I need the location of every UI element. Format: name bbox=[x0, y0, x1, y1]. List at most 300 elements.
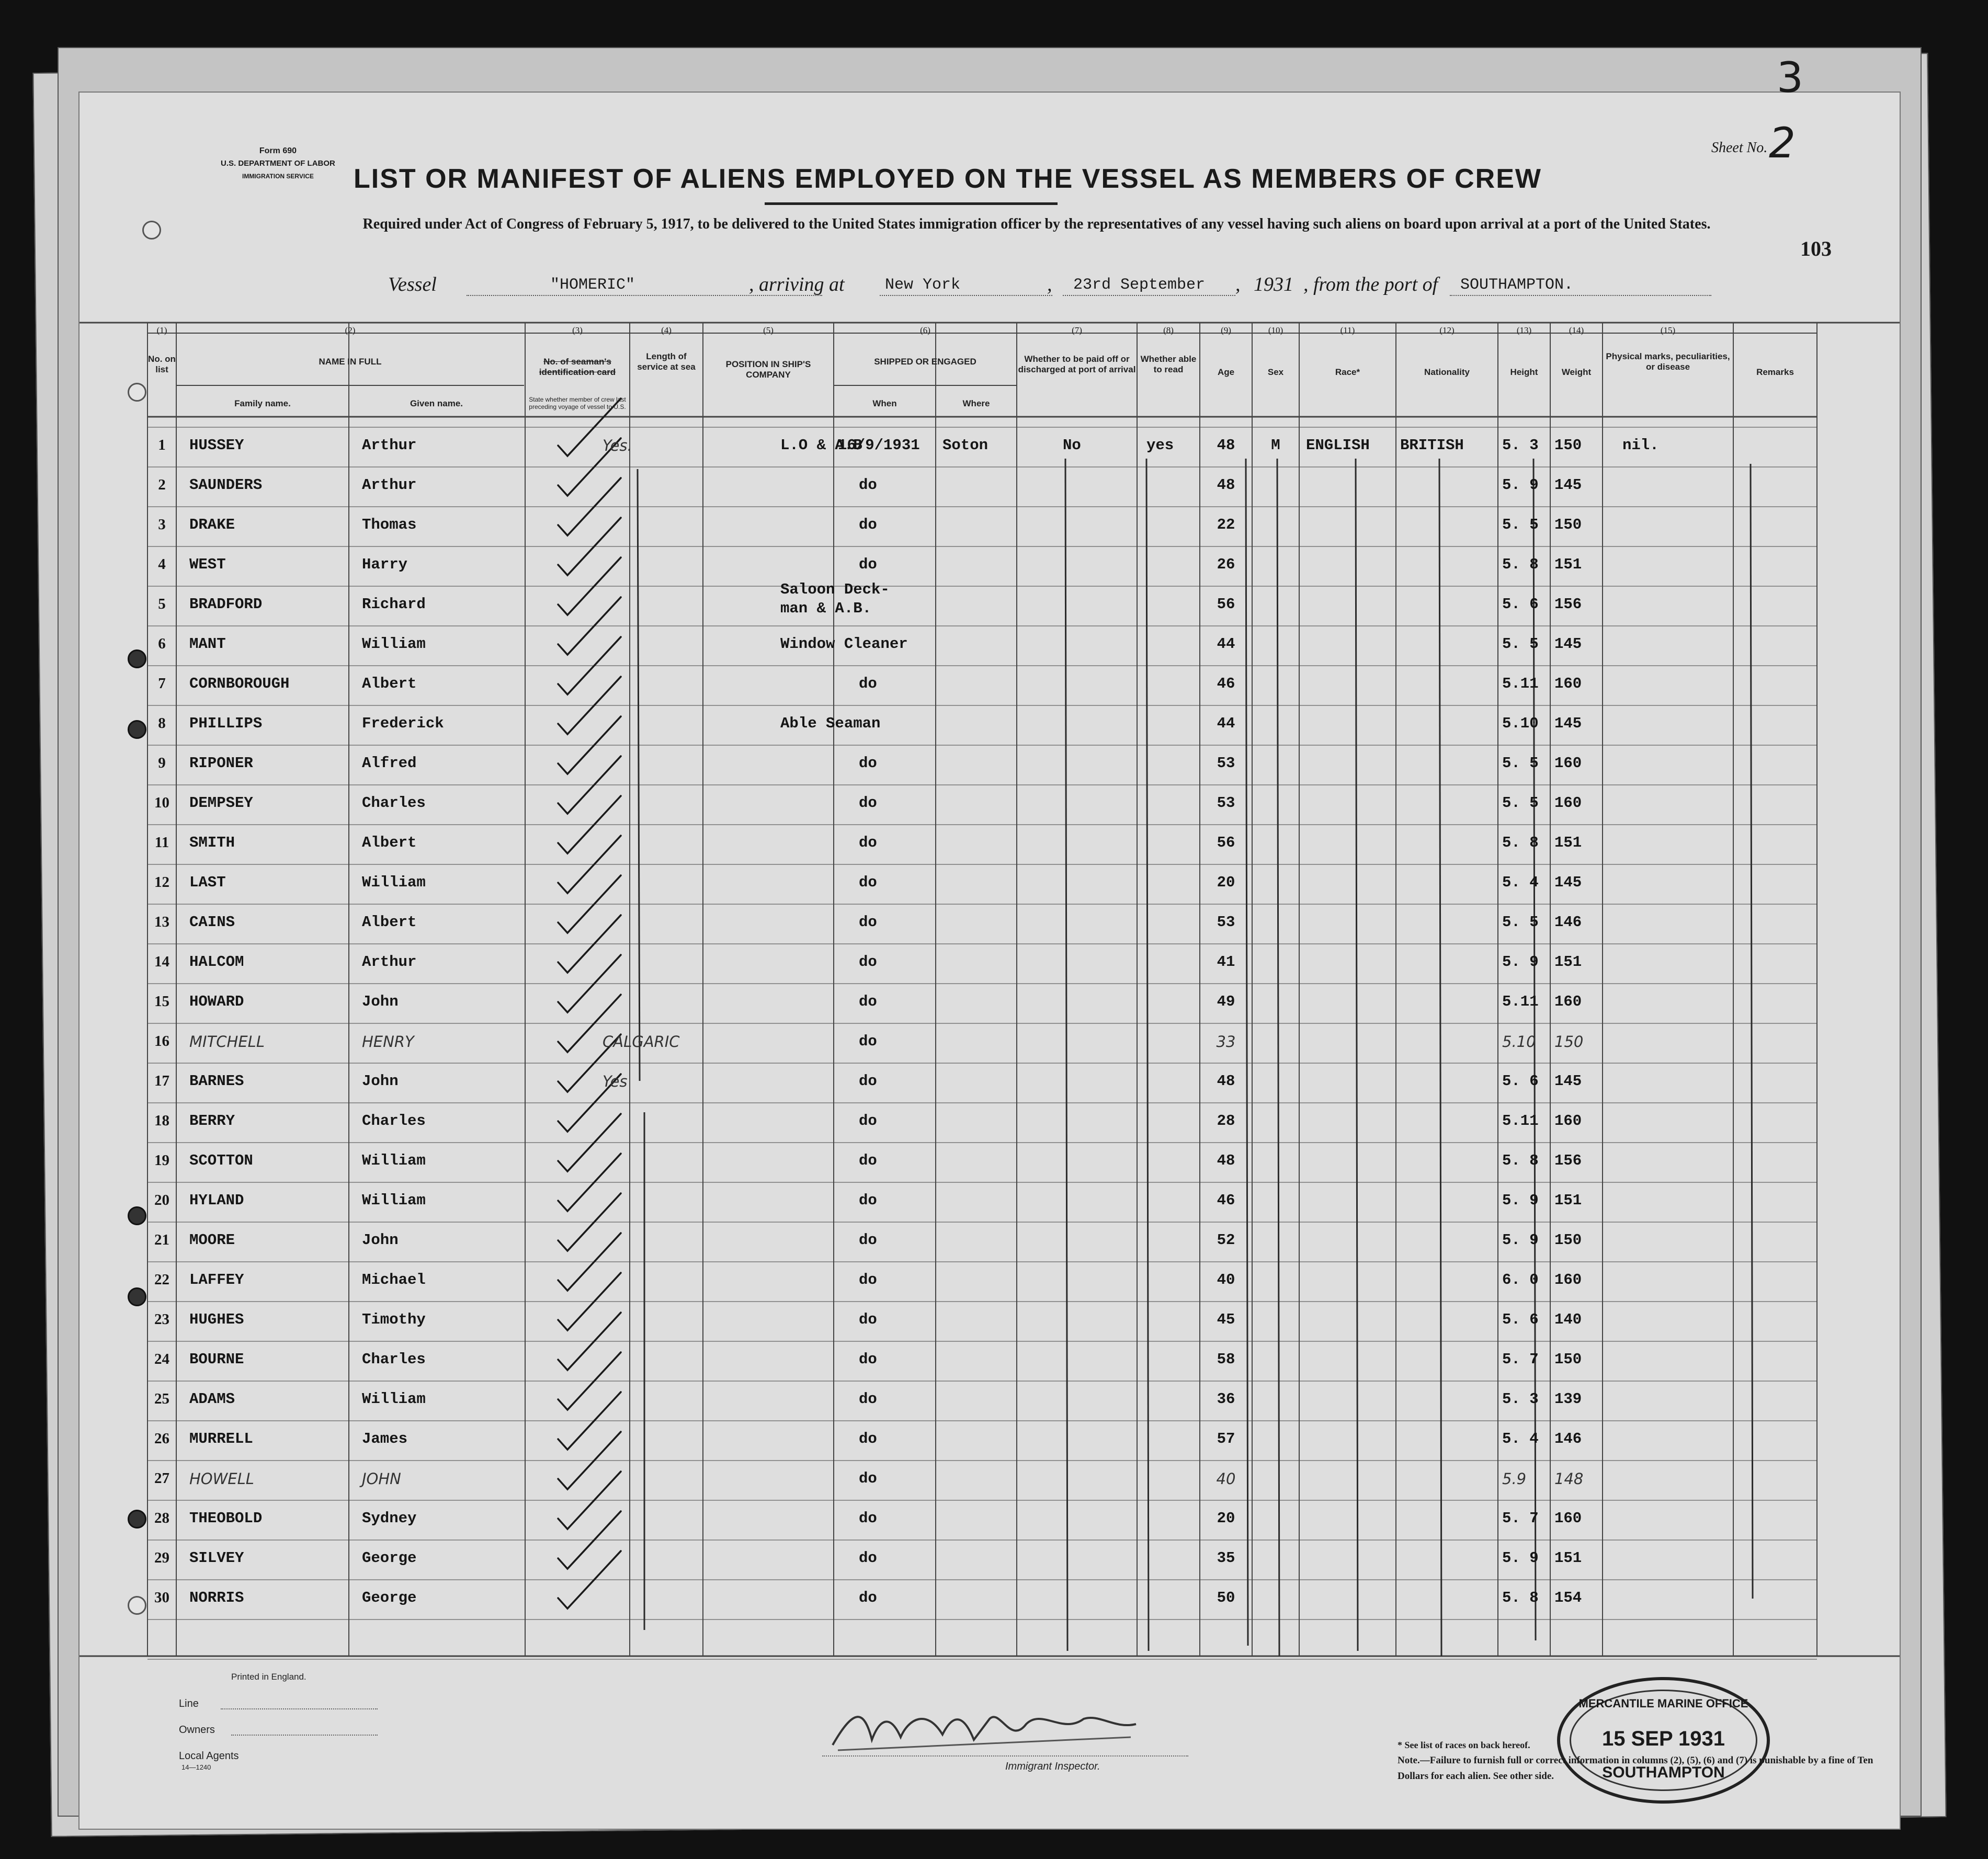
cell-height: 5.11 bbox=[1502, 1112, 1539, 1130]
cell-position: L.O & A.B bbox=[780, 437, 862, 454]
cell-age: 52 bbox=[1217, 1231, 1235, 1249]
cell-height: 5. 6 bbox=[1502, 596, 1539, 613]
cell-position: do bbox=[859, 516, 877, 533]
cell-no: 16 bbox=[154, 1033, 169, 1050]
cell-position: do bbox=[859, 1430, 877, 1447]
service: IMMIGRATION SERVICE bbox=[242, 173, 314, 180]
cell-position: do bbox=[859, 1470, 877, 1487]
cell-position: Able Seaman bbox=[780, 715, 881, 732]
cell-paid: No bbox=[1063, 437, 1081, 454]
cell-weight: 146 bbox=[1554, 914, 1582, 931]
cell-position: do bbox=[859, 1390, 877, 1408]
header-where: Where bbox=[962, 398, 990, 408]
column-number: (9) bbox=[1221, 325, 1231, 335]
punch-hole bbox=[128, 720, 146, 739]
cell-age: 41 bbox=[1217, 953, 1235, 971]
cell-no: 2 bbox=[158, 476, 166, 493]
cell-given: Thomas bbox=[362, 516, 417, 533]
cell-given: George bbox=[362, 1589, 417, 1606]
cell-prev: Yes bbox=[603, 1073, 628, 1090]
cell-no: 13 bbox=[154, 914, 169, 930]
cell-age: 46 bbox=[1217, 1192, 1235, 1209]
cell-family: THEOBOLD bbox=[189, 1510, 263, 1527]
cell-height: 5. 3 bbox=[1502, 1390, 1539, 1408]
cell-given: Richard bbox=[362, 596, 426, 613]
cell-no: 6 bbox=[158, 635, 166, 652]
cell-weight: 145 bbox=[1554, 635, 1582, 653]
form-code: 14—1240 bbox=[181, 1763, 211, 1771]
cell-family: BOURNE bbox=[189, 1351, 244, 1368]
cell-no: 28 bbox=[154, 1510, 169, 1526]
department: U.S. DEPARTMENT OF LABOR bbox=[221, 159, 335, 168]
cell-weight: 156 bbox=[1554, 596, 1582, 613]
header-height: Height bbox=[1510, 367, 1538, 377]
cell-age: 48 bbox=[1217, 437, 1235, 454]
cell-given: Albert bbox=[362, 834, 417, 851]
header-race: Race* bbox=[1335, 367, 1360, 377]
cell-family: HALCOM bbox=[189, 953, 244, 971]
cell-no: 30 bbox=[154, 1589, 169, 1606]
cell-sex: M bbox=[1271, 437, 1280, 454]
cell-weight: 151 bbox=[1554, 1549, 1582, 1567]
cell-race: ENGLISH bbox=[1306, 437, 1370, 454]
cell-weight: 150 bbox=[1554, 1033, 1584, 1051]
cell-given: William bbox=[362, 1192, 426, 1209]
punch-hole bbox=[128, 1510, 146, 1529]
cell-family: PHILLIPS bbox=[189, 715, 263, 732]
owners-field bbox=[231, 1735, 378, 1736]
cell-position: do bbox=[859, 953, 877, 971]
cell-when: 16/9/1931 bbox=[838, 437, 920, 454]
column-number: (5) bbox=[763, 325, 774, 335]
column-number: (12) bbox=[1439, 325, 1455, 335]
cell-no: 3 bbox=[158, 516, 166, 533]
arriving-label: , arriving at bbox=[749, 273, 845, 295]
cell-age: 46 bbox=[1217, 675, 1235, 692]
cell-weight: 151 bbox=[1554, 556, 1582, 573]
cell-weight: 160 bbox=[1554, 755, 1582, 772]
cell-height: 5. 4 bbox=[1502, 1430, 1539, 1447]
arrival-port: New York bbox=[885, 276, 961, 294]
arrival-year: 1931 bbox=[1254, 273, 1293, 295]
cell-given: John bbox=[362, 1231, 399, 1249]
cell-age: 49 bbox=[1217, 993, 1235, 1010]
column-number: (2) bbox=[345, 325, 356, 335]
cell-family: WEST bbox=[189, 556, 226, 573]
cell-age: 56 bbox=[1217, 596, 1235, 613]
cell-given: Charles bbox=[362, 1351, 426, 1368]
mercantile-marine-stamp bbox=[1557, 1677, 1770, 1804]
header-able-read: Whether able to read bbox=[1140, 354, 1197, 374]
cell-no: 15 bbox=[154, 993, 169, 1010]
punch-hole bbox=[128, 1206, 146, 1225]
cell-position: do bbox=[859, 1510, 877, 1527]
cell-weight: 160 bbox=[1554, 675, 1582, 692]
header-sex: Sex bbox=[1267, 367, 1284, 377]
cell-position: do bbox=[859, 556, 877, 573]
header-given-name: Given name. bbox=[410, 398, 463, 408]
cell-family: SAUNDERS bbox=[189, 476, 263, 494]
cell-family: MURRELL bbox=[189, 1430, 253, 1447]
cell-given: Michael bbox=[362, 1271, 426, 1288]
cell-family: SMITH bbox=[189, 834, 235, 851]
cell-weight: 151 bbox=[1554, 1192, 1582, 1209]
cell-no: 4 bbox=[158, 556, 166, 573]
cell-position: Saloon Deck- bbox=[780, 581, 890, 598]
cell-age: 28 bbox=[1217, 1112, 1235, 1130]
cell-height: 5. 5 bbox=[1502, 755, 1539, 772]
cell-age: 50 bbox=[1217, 1589, 1235, 1606]
cell-height: 5. 6 bbox=[1502, 1073, 1539, 1090]
cell-height: 5. 5 bbox=[1502, 794, 1539, 812]
header-physical: Physical marks, peculiarities, or disease bbox=[1606, 351, 1730, 372]
stamp-date: 15 SEP 1931 bbox=[1601, 1727, 1725, 1750]
cell-height: 5. 7 bbox=[1502, 1510, 1539, 1527]
cell-position: do bbox=[859, 914, 877, 931]
cell-no: 8 bbox=[158, 715, 166, 732]
cell-position: do bbox=[859, 1549, 877, 1567]
cell-weight: 148 bbox=[1554, 1470, 1584, 1488]
cell-family: SCOTTON bbox=[189, 1152, 253, 1169]
header-paid-off: Whether to be paid off or discharged at port of arrival bbox=[1018, 354, 1136, 374]
cell-height: 5.10 bbox=[1502, 715, 1539, 732]
cell-weight: 151 bbox=[1554, 834, 1582, 851]
cell-height: 5. 8 bbox=[1502, 1589, 1539, 1606]
cell-given: Arthur bbox=[362, 953, 417, 971]
cell-position: do bbox=[859, 834, 877, 851]
inspector-signature bbox=[822, 1687, 1146, 1771]
cell-height: 5. 8 bbox=[1502, 834, 1539, 851]
column-number: (13) bbox=[1516, 325, 1532, 335]
cell-height: 5.11 bbox=[1502, 993, 1539, 1010]
column-number: (10) bbox=[1268, 325, 1283, 335]
column-number: (11) bbox=[1340, 325, 1355, 335]
punch-hole bbox=[128, 383, 146, 402]
cell-position: do bbox=[859, 1073, 877, 1090]
cell-given: George bbox=[362, 1549, 417, 1567]
cell-age: 33 bbox=[1216, 1033, 1236, 1051]
cell-height: 5. 8 bbox=[1502, 556, 1539, 573]
cell-given: Timothy bbox=[362, 1311, 426, 1328]
cell-age: 45 bbox=[1217, 1311, 1235, 1328]
cell-no: 14 bbox=[154, 953, 169, 970]
cell-given: JOHN bbox=[362, 1470, 401, 1488]
cell-no: 26 bbox=[154, 1430, 169, 1447]
cell-family: RIPONER bbox=[189, 755, 253, 772]
header-weight: Weight bbox=[1561, 367, 1592, 377]
cell-no: 20 bbox=[154, 1192, 169, 1208]
cell-height: 5. 9 bbox=[1502, 953, 1539, 971]
cell-family: BERRY bbox=[189, 1112, 235, 1130]
punch-hole bbox=[128, 1287, 146, 1306]
cell-no: 24 bbox=[154, 1351, 169, 1367]
header-shipped: SHIPPED OR ENGAGED bbox=[874, 357, 976, 367]
cell-weight: 145 bbox=[1554, 1073, 1582, 1090]
punch-hole bbox=[142, 221, 161, 239]
cell-given: Frederick bbox=[362, 715, 444, 732]
corner-number: 3 bbox=[1777, 53, 1803, 102]
cell-height: 5. 4 bbox=[1502, 874, 1539, 891]
cell-read: yes bbox=[1146, 437, 1174, 454]
cell-no: 29 bbox=[154, 1549, 169, 1566]
header-remarks: Remarks bbox=[1756, 367, 1794, 377]
cell-height: 5. 5 bbox=[1502, 516, 1539, 533]
cell-age: 58 bbox=[1217, 1351, 1235, 1368]
header-when: When bbox=[872, 398, 897, 408]
cell-no: 23 bbox=[154, 1311, 169, 1328]
cell-no: 25 bbox=[154, 1390, 169, 1407]
cell-position: do bbox=[859, 1231, 877, 1249]
arrival-date: 23rd September bbox=[1073, 276, 1206, 294]
cell-given: James bbox=[362, 1430, 408, 1447]
cell-given: William bbox=[362, 874, 426, 891]
cell-family: HOWARD bbox=[189, 993, 244, 1010]
cell-age: 48 bbox=[1217, 1152, 1235, 1169]
cell-weight: 146 bbox=[1554, 1430, 1582, 1447]
column-number: (15) bbox=[1660, 325, 1676, 335]
cell-age: 53 bbox=[1217, 755, 1235, 772]
cell-family: BRADFORD bbox=[189, 596, 263, 613]
cell-position: do bbox=[859, 1192, 877, 1209]
cell-age: 20 bbox=[1217, 1510, 1235, 1527]
cell-age: 56 bbox=[1217, 834, 1235, 851]
header-name-in-full: NAME IN FULL bbox=[319, 357, 382, 367]
cell-weight: 156 bbox=[1554, 1152, 1582, 1169]
cell-family: HYLAND bbox=[189, 1192, 244, 1209]
cell-age: 40 bbox=[1217, 1271, 1235, 1288]
cell-position: do bbox=[859, 993, 877, 1010]
cell-no: 19 bbox=[154, 1152, 169, 1169]
cell-age: 44 bbox=[1217, 715, 1235, 732]
header-id-card-note: State whether member of crew last preceding voyage of vessel to U.S. bbox=[529, 396, 626, 410]
cell-age: 22 bbox=[1217, 516, 1235, 533]
header-id-card: No. of seaman's identification card bbox=[539, 357, 616, 377]
cell-age: 48 bbox=[1217, 476, 1235, 494]
cell-given: Charles bbox=[362, 794, 426, 812]
column-number: (3) bbox=[572, 325, 583, 335]
punch-hole bbox=[128, 649, 146, 668]
cell-no: 17 bbox=[154, 1073, 169, 1089]
cell-height: 5. 5 bbox=[1502, 635, 1539, 653]
owners-label: Owners bbox=[179, 1724, 215, 1736]
cell-given: William bbox=[362, 1152, 426, 1169]
header-no-on-list: No. on list bbox=[148, 354, 176, 374]
header-nationality: Nationality bbox=[1424, 367, 1470, 377]
cell-no: 7 bbox=[158, 675, 166, 692]
cell-weight: 160 bbox=[1554, 1510, 1582, 1527]
inspector-label: Immigrant Inspector. bbox=[1005, 1761, 1100, 1772]
cell-given: Charles bbox=[362, 1112, 426, 1130]
cell-weight: 145 bbox=[1554, 476, 1582, 494]
page-number: 103 bbox=[1800, 237, 1832, 260]
cell-family: LAFFEY bbox=[189, 1271, 244, 1288]
cell-given: John bbox=[362, 1073, 399, 1090]
cell-height: 5. 7 bbox=[1502, 1351, 1539, 1368]
cell-height: 6. 0 bbox=[1502, 1271, 1539, 1288]
cell-height: 5.10 bbox=[1502, 1033, 1536, 1051]
cell-position: do bbox=[859, 1589, 877, 1606]
cell-family: NORRIS bbox=[189, 1589, 244, 1606]
subtitle: Required under Act of Congress of February 5, 1917, to be delivered to the United States immigration officer by the representatives of any vessel having such aliens on board upon arrival at a port of the United States. bbox=[362, 216, 1711, 232]
cell-given: Alfred bbox=[362, 755, 417, 772]
vessel-label: Vessel bbox=[388, 273, 437, 295]
printed-in-england: Printed in England. bbox=[231, 1672, 306, 1682]
cell-height: 5. 9 bbox=[1502, 476, 1539, 494]
cell-family: DEMPSEY bbox=[189, 794, 253, 812]
cell-weight: 154 bbox=[1554, 1589, 1582, 1606]
cell-height: 5. 3 bbox=[1502, 437, 1539, 454]
punch-hole bbox=[128, 1596, 146, 1615]
cell-given: William bbox=[362, 635, 426, 653]
cell-given: HENRY bbox=[362, 1033, 414, 1051]
cell-position: do bbox=[859, 1152, 877, 1169]
cell-weight: 145 bbox=[1554, 874, 1582, 891]
cell-age: 35 bbox=[1217, 1549, 1235, 1567]
cell-family: CORNBOROUGH bbox=[189, 675, 290, 692]
cell-family: BARNES bbox=[189, 1073, 244, 1090]
sheet-label: Sheet No. bbox=[1711, 140, 1768, 156]
cell-height: 5. 5 bbox=[1502, 914, 1539, 931]
cell-family: MANT bbox=[189, 635, 226, 653]
cell-age: 26 bbox=[1217, 556, 1235, 573]
column-number: (4) bbox=[661, 325, 672, 335]
cell-weight: 160 bbox=[1554, 1271, 1582, 1288]
cell-position: do bbox=[859, 675, 877, 692]
cell-weight: 145 bbox=[1554, 715, 1582, 732]
stamp-top: MERCANTILE MARINE OFFICE bbox=[1578, 1697, 1748, 1710]
cell-weight: 150 bbox=[1554, 516, 1582, 533]
cell-prev: CALGARIC bbox=[603, 1033, 680, 1051]
cell-weight: 140 bbox=[1554, 1311, 1582, 1328]
cell-height: 5. 9 bbox=[1502, 1192, 1539, 1209]
cell-position: do bbox=[859, 874, 877, 891]
column-number: (8) bbox=[1163, 325, 1174, 335]
cell-family: CAINS bbox=[189, 914, 235, 931]
cell-age: 48 bbox=[1217, 1073, 1235, 1090]
cell-age: 36 bbox=[1217, 1390, 1235, 1408]
cell-prev: Yes. bbox=[603, 437, 632, 454]
from-label: , from the port of bbox=[1303, 273, 1438, 295]
cell-height: 5. 9 bbox=[1502, 1549, 1539, 1567]
stamp-bottom: SOUTHAMPTON bbox=[1602, 1764, 1725, 1781]
header-length-service: Length of service at sea bbox=[637, 351, 696, 372]
header-family-name: Family name. bbox=[234, 398, 291, 408]
inspector-line bbox=[822, 1755, 1188, 1757]
cell-weight: 160 bbox=[1554, 993, 1582, 1010]
cell-position: do bbox=[859, 1112, 877, 1130]
cell-family: MOORE bbox=[189, 1231, 235, 1249]
column-number: (1) bbox=[156, 325, 167, 335]
cell-weight: 160 bbox=[1554, 1112, 1582, 1130]
cell-age: 44 bbox=[1217, 635, 1235, 653]
page-title: LIST OR MANIFEST OF ALIENS EMPLOYED ON THE VESSEL AS MEMBERS OF CREW bbox=[354, 164, 1542, 194]
cell-weight: 160 bbox=[1554, 794, 1582, 812]
cell-position: do bbox=[859, 1351, 877, 1368]
cell-weight: 139 bbox=[1554, 1390, 1582, 1408]
cell-height: 5. 9 bbox=[1502, 1231, 1539, 1249]
cell-height: 5.11 bbox=[1502, 675, 1539, 692]
cell-weight: 150 bbox=[1554, 1351, 1582, 1368]
cell-given: Sydney bbox=[362, 1510, 417, 1527]
cell-position: Window Cleaner bbox=[780, 635, 908, 653]
cell-weight: 150 bbox=[1554, 1231, 1582, 1249]
cell-family: HUGHES bbox=[189, 1311, 244, 1328]
cell-age: 57 bbox=[1217, 1430, 1235, 1447]
cell-no: 1 bbox=[158, 437, 166, 453]
cell-family: HOWELL bbox=[189, 1470, 254, 1488]
cell-given: William bbox=[362, 1390, 426, 1408]
cell-no: 9 bbox=[158, 755, 166, 771]
cell-weight: 150 bbox=[1554, 437, 1582, 454]
cell-position: do bbox=[859, 1311, 877, 1328]
cell-family: DRAKE bbox=[189, 516, 235, 533]
line-label: Line bbox=[179, 1698, 199, 1709]
cell-position: do bbox=[859, 794, 877, 812]
cell-no: 5 bbox=[158, 596, 166, 612]
cell-position-line2: man & A.B. bbox=[780, 600, 872, 617]
cell-no: 27 bbox=[154, 1470, 169, 1487]
cell-no: 11 bbox=[154, 834, 169, 851]
cell-position: do bbox=[859, 755, 877, 772]
cell-given: Arthur bbox=[362, 476, 417, 494]
cell-position: do bbox=[859, 1033, 877, 1050]
cell-where: Soton bbox=[942, 437, 989, 454]
cell-height: 5.9 bbox=[1502, 1470, 1527, 1488]
cell-age: 53 bbox=[1217, 794, 1235, 812]
form-number: Form 690 bbox=[259, 146, 297, 155]
line-field bbox=[221, 1708, 378, 1709]
cell-nationality: BRITISH bbox=[1400, 437, 1464, 454]
header-age: Age bbox=[1217, 367, 1235, 377]
cell-marks: nil. bbox=[1622, 437, 1659, 454]
cell-no: 22 bbox=[154, 1271, 169, 1288]
cell-family: HUSSEY bbox=[189, 437, 244, 454]
cell-family: MITCHELL bbox=[189, 1033, 265, 1051]
cell-given: Arthur bbox=[362, 437, 417, 454]
cell-given: Harry bbox=[362, 556, 408, 573]
races-note: * See list of races on back hereof. bbox=[1398, 1740, 1530, 1750]
vessel-name: "HOMERIC" bbox=[550, 276, 635, 294]
column-number: (7) bbox=[1072, 325, 1082, 335]
cell-weight: 151 bbox=[1554, 953, 1582, 971]
column-number: (6) bbox=[920, 325, 930, 335]
cell-family: SILVEY bbox=[189, 1549, 244, 1567]
cell-no: 18 bbox=[154, 1112, 169, 1129]
cell-family: ADAMS bbox=[189, 1390, 235, 1408]
cell-height: 5. 8 bbox=[1502, 1152, 1539, 1169]
cell-age: 20 bbox=[1217, 874, 1235, 891]
cell-given: John bbox=[362, 993, 399, 1010]
cell-position: do bbox=[859, 1271, 877, 1288]
cell-given: Albert bbox=[362, 675, 417, 692]
cell-age: 53 bbox=[1217, 914, 1235, 931]
cell-age: 40 bbox=[1216, 1470, 1236, 1488]
column-number: (14) bbox=[1569, 325, 1584, 335]
manifest-page: Form 690 U.S. DEPARTMENT OF LABOR IMMIGRATION SERVICE 3 Sheet No. 2 LIST OR MANIFEST OF ALIENS EMPLOYED ON THE VESSEL AS MEMBERS OF CREW Required under Act of Congress of February 5, 1917, to be delivered to the United States immigration officer by the representatives of any vessel having such aliens on board upon arrival at a port of the United States. 103 Vessel "HOMERIC" , arriving at New York , 23rd September , 1931 , from the port of SOUTHAMPTON. No. on list NAME IN FULL Family name. Given name. No. of seaman's identification card State whether member of crew last preceding voyage of vessel to U.S. Length of service at sea POSITION IN SHIP'S COMPANY SHIPPED OR ENGAGED When Where Whether to be paid off or discharged at port of arrival Whether able to read Age Sex Race* Nationality Height Weight Physical marks, peculiarities, or disease Remarks (1) (2) (3) (4) (5) (6) (7) (8) (9) (10) (11) (12) (13) (14) (15) 1 HUSSEY Arthur Yes. L.O & A.B 16/9/1931 Soton No yes 48 M ENGLISH BRITISH 5. 3 150 nil. 2 SAUNDERS Arthur do 48 5. 9 145 3 DRAKE Thomas do 22 5. 5 150 4 WEST Harry do 26 5. 8 151 5 BRADFORD Richard Saloon Deck- 56 5. 6 156 man & A.B. 6 MANT William Window Cleaner 44 5. 5 145 7 CORNBOROUGH Albert do 46 5.11 160 8 PHILLIPS Frederick Able Seaman 44 5.10 145 9 RIPONER Alfred do 53 5. 5 160 10 DEMPSEY Charles do 53 5. 5 160 11 SMITH Albert do 56 5. 8 151 12 LAST William do 20 5. 4 145 13 CAINS Albert do 53 5. 5 146 14 HALCOM Arthur do 41 5. 9 151 15 HOWARD John do 49 5.11 160 16 MITCHELL HENRY CALGARIC do 33 5.10 150 17 BARNES John Yes do 48 5. 6 145 18 BERRY Charles do 28 5.11 160 19 SCOTTON William do 48 5. 8 156 20 HYLAND William do 46 5. 9 151 21 MOORE John do 52 5. 9 150 22 LAFFEY Michael do 40 6. 0 160 23 HUGHES Timothy do 45 5. 6 140 24 BOURNE Charles do 58 5. 7 150 25 ADAMS William do 36 5. 3 139 26 MURRELL James do 57 5. 4 146 27 HOWELL JOHN do 40 5.9 148 28 THEOBOLD Sydney do 20 5. 7 160 29 SILVEY George do 35 5. 9 151 30 NORRIS George do 50 5. 8 154 Printed in England. Line Owners Local Agents 14—1240 Immigrant Inspector. MERCANTILE MARINE OFFICE 15 SEP 1931 SOUTHAMPTON * See list of races on back hereof. Note.—Failure to furnish full or correct information in columns (2), (5), (6) and (7) is punishable by a fine of Ten Dollars for each alien. See other side. bbox=[78, 92, 1901, 1830]
from-port: SOUTHAMPTON. bbox=[1460, 276, 1574, 294]
cell-height: 5. 6 bbox=[1502, 1311, 1539, 1328]
cell-no: 12 bbox=[154, 874, 169, 891]
local-agents-label: Local Agents bbox=[179, 1750, 239, 1762]
sheet-number: 2 bbox=[1769, 119, 1796, 167]
cell-no: 10 bbox=[154, 794, 169, 811]
header-position: POSITION IN SHIP'S COMPANY bbox=[725, 359, 811, 380]
fine-note: Note.—Failure to furnish full or correct information in columns (2), (5), (6) and (7) is punishable by a fine of Ten Dollars for each alien. See other side. bbox=[1398, 1755, 1873, 1782]
cell-family: LAST bbox=[189, 874, 226, 891]
cell-given: Albert bbox=[362, 914, 417, 931]
cell-position: do bbox=[859, 476, 877, 494]
cell-no: 21 bbox=[154, 1231, 169, 1248]
